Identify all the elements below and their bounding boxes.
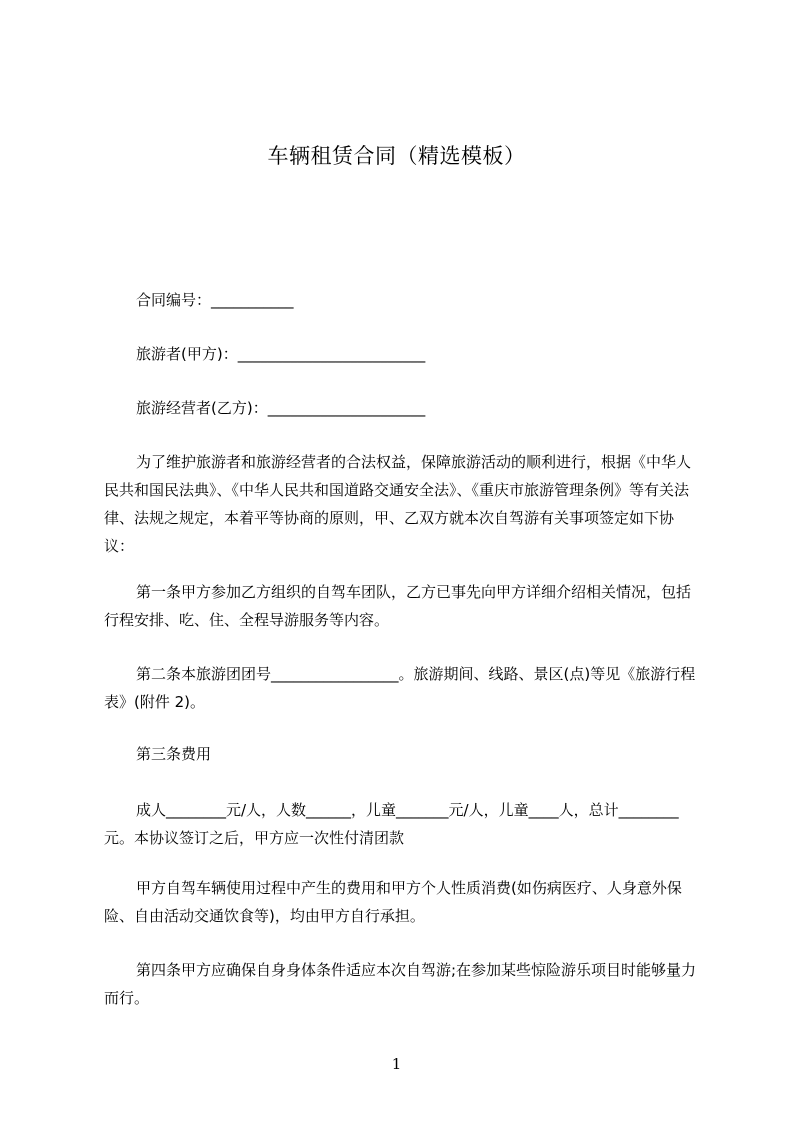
preamble-paragraph: 为了维护旅游者和旅游经营者的合法权益，保障旅游活动的顺利进行，根据《中华人民共和国民法典》、《中华人民共和国道路交通安全法》、《重庆市旅游管理条例》等有关法律、法规之规定，本着平等协商的原则，甲、乙双方就本次自驾游有关事项签定如下协议：: [104, 453, 692, 555]
fees-paragraph: 成人________元/人，人数______，儿童_______元/人，儿童____人，总计________元。本协议签订之后，甲方应一次性付清团款: [104, 801, 679, 847]
article-2-paragraph: 第二条本旅游团团号_________________。旅游期间、线路、景区(点)等见《旅游行程表》(附件 2)。: [104, 665, 696, 711]
article-1-paragraph: 第一条甲方参加乙方组织的自驾车团队，乙方已事先向甲方详细介绍相关情况，包括行程安排、吃、住、全程导游服务等内容。: [104, 583, 692, 629]
page-number: 1: [391, 1055, 402, 1073]
article-4-paragraph: 第四条甲方应确保自身身体条件适应本次自驾游;在参加某些惊险游乐项目时能够量力而行。: [104, 961, 697, 1007]
document-title: 车辆租赁合同（精选模板）: [267, 144, 526, 168]
self-costs-paragraph: 甲方自驾车辆使用过程中产生的费用和甲方个人性质消费(如伤病医疗、人身意外保险、自由活动交通饮食等)，均由甲方自行承担。: [104, 879, 682, 925]
article-3-heading: 第三条费用: [136, 745, 212, 763]
contract-number-field: 合同编号：___________: [136, 291, 294, 309]
party-b-field: 旅游经营者(乙方)：_____________________: [136, 399, 426, 417]
party-a-field: 旅游者(甲方)：_________________________: [136, 345, 426, 363]
